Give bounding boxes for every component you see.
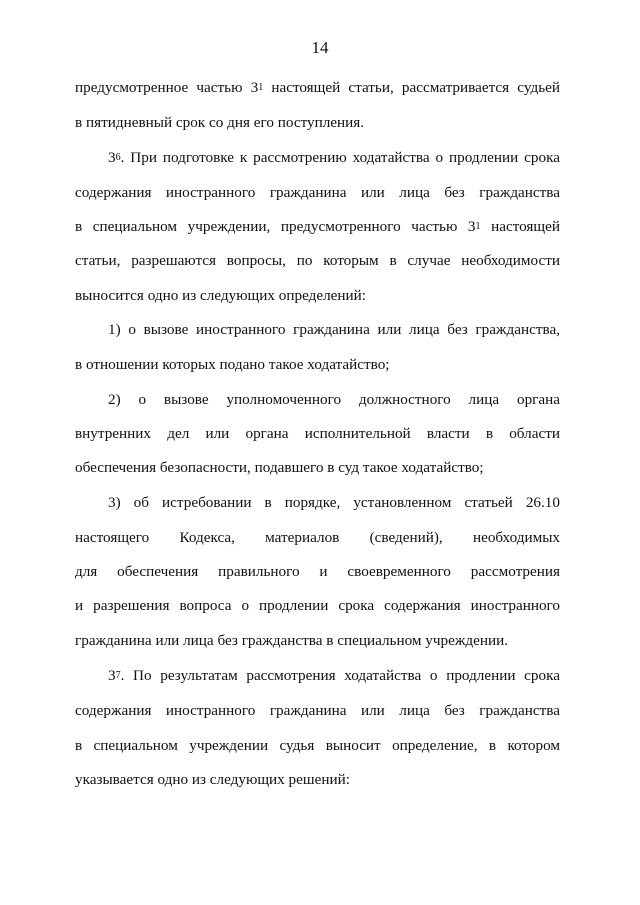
text-line: обеспечения безопасности, подавшего в суд такое ходатайство; <box>75 459 484 476</box>
text-line <box>108 148 560 168</box>
text-line <box>108 666 560 686</box>
text-fragment: в специальном учреждении, предусмотренного частью 3 <box>75 218 476 235</box>
text-line: выносится одно из следующих определений: <box>75 287 367 304</box>
text-line: указывается одно из следующих решений: <box>75 771 350 788</box>
text-line: содержания иностранного гражданина или лица без гражданства <box>75 184 560 201</box>
text-line: внутренних дел или органа исполнительной власти в области <box>75 425 560 442</box>
text-line: в пятидневный срок со дня его поступления. <box>75 114 365 131</box>
text-line: 2) о вызове уполномоченного должностного лица органа <box>108 391 560 408</box>
section-number: 3 <box>108 149 116 166</box>
text-line: 3) об истребовании в порядке, установленном статьей 26.10 <box>108 494 560 511</box>
text-fragment: предусмотренное частью 3 <box>75 79 259 96</box>
superscript: 1 <box>475 221 481 232</box>
text-fragment: . По результатам рассмотрения ходатайства о продлении срока <box>120 667 560 684</box>
text-line: 1) о вызове иностранного гражданина или лица без гражданства, <box>108 321 560 338</box>
superscript: 1 <box>258 82 264 93</box>
text-line: настоящего Кодекса, материалов (сведений), необходимых <box>75 529 560 546</box>
text-line: в отношении которых подано такое ходатайство; <box>75 356 390 373</box>
text-fragment: . При подготовке к рассмотрению ходатайства о продлении срока <box>120 149 560 166</box>
text-fragment: настоящей <box>480 218 560 235</box>
text-line: содержания иностранного гражданина или лица без гражданства <box>75 702 560 719</box>
text-line: статьи, разрешаются вопросы, по которым в случае необходимости <box>75 252 560 269</box>
text-line: гражданина или лица без гражданства в специальном учреждении. <box>75 632 508 649</box>
text-line: и разрешения вопроса о продлении срока содержания иностранного <box>75 597 560 614</box>
superscript: 6 <box>115 152 121 163</box>
text-line <box>75 78 560 98</box>
text-fragment: настоящей статьи, рассматривается судьей <box>263 79 560 96</box>
section-number: 3 <box>108 667 116 684</box>
page-number: 14 <box>311 38 329 57</box>
superscript: 7 <box>115 670 121 681</box>
text-line: в специальном учреждении судья выносит определение, в котором <box>75 737 560 754</box>
text-line <box>75 217 560 237</box>
text-line: для обеспечения правильного и своевременного рассмотрения <box>75 563 560 580</box>
